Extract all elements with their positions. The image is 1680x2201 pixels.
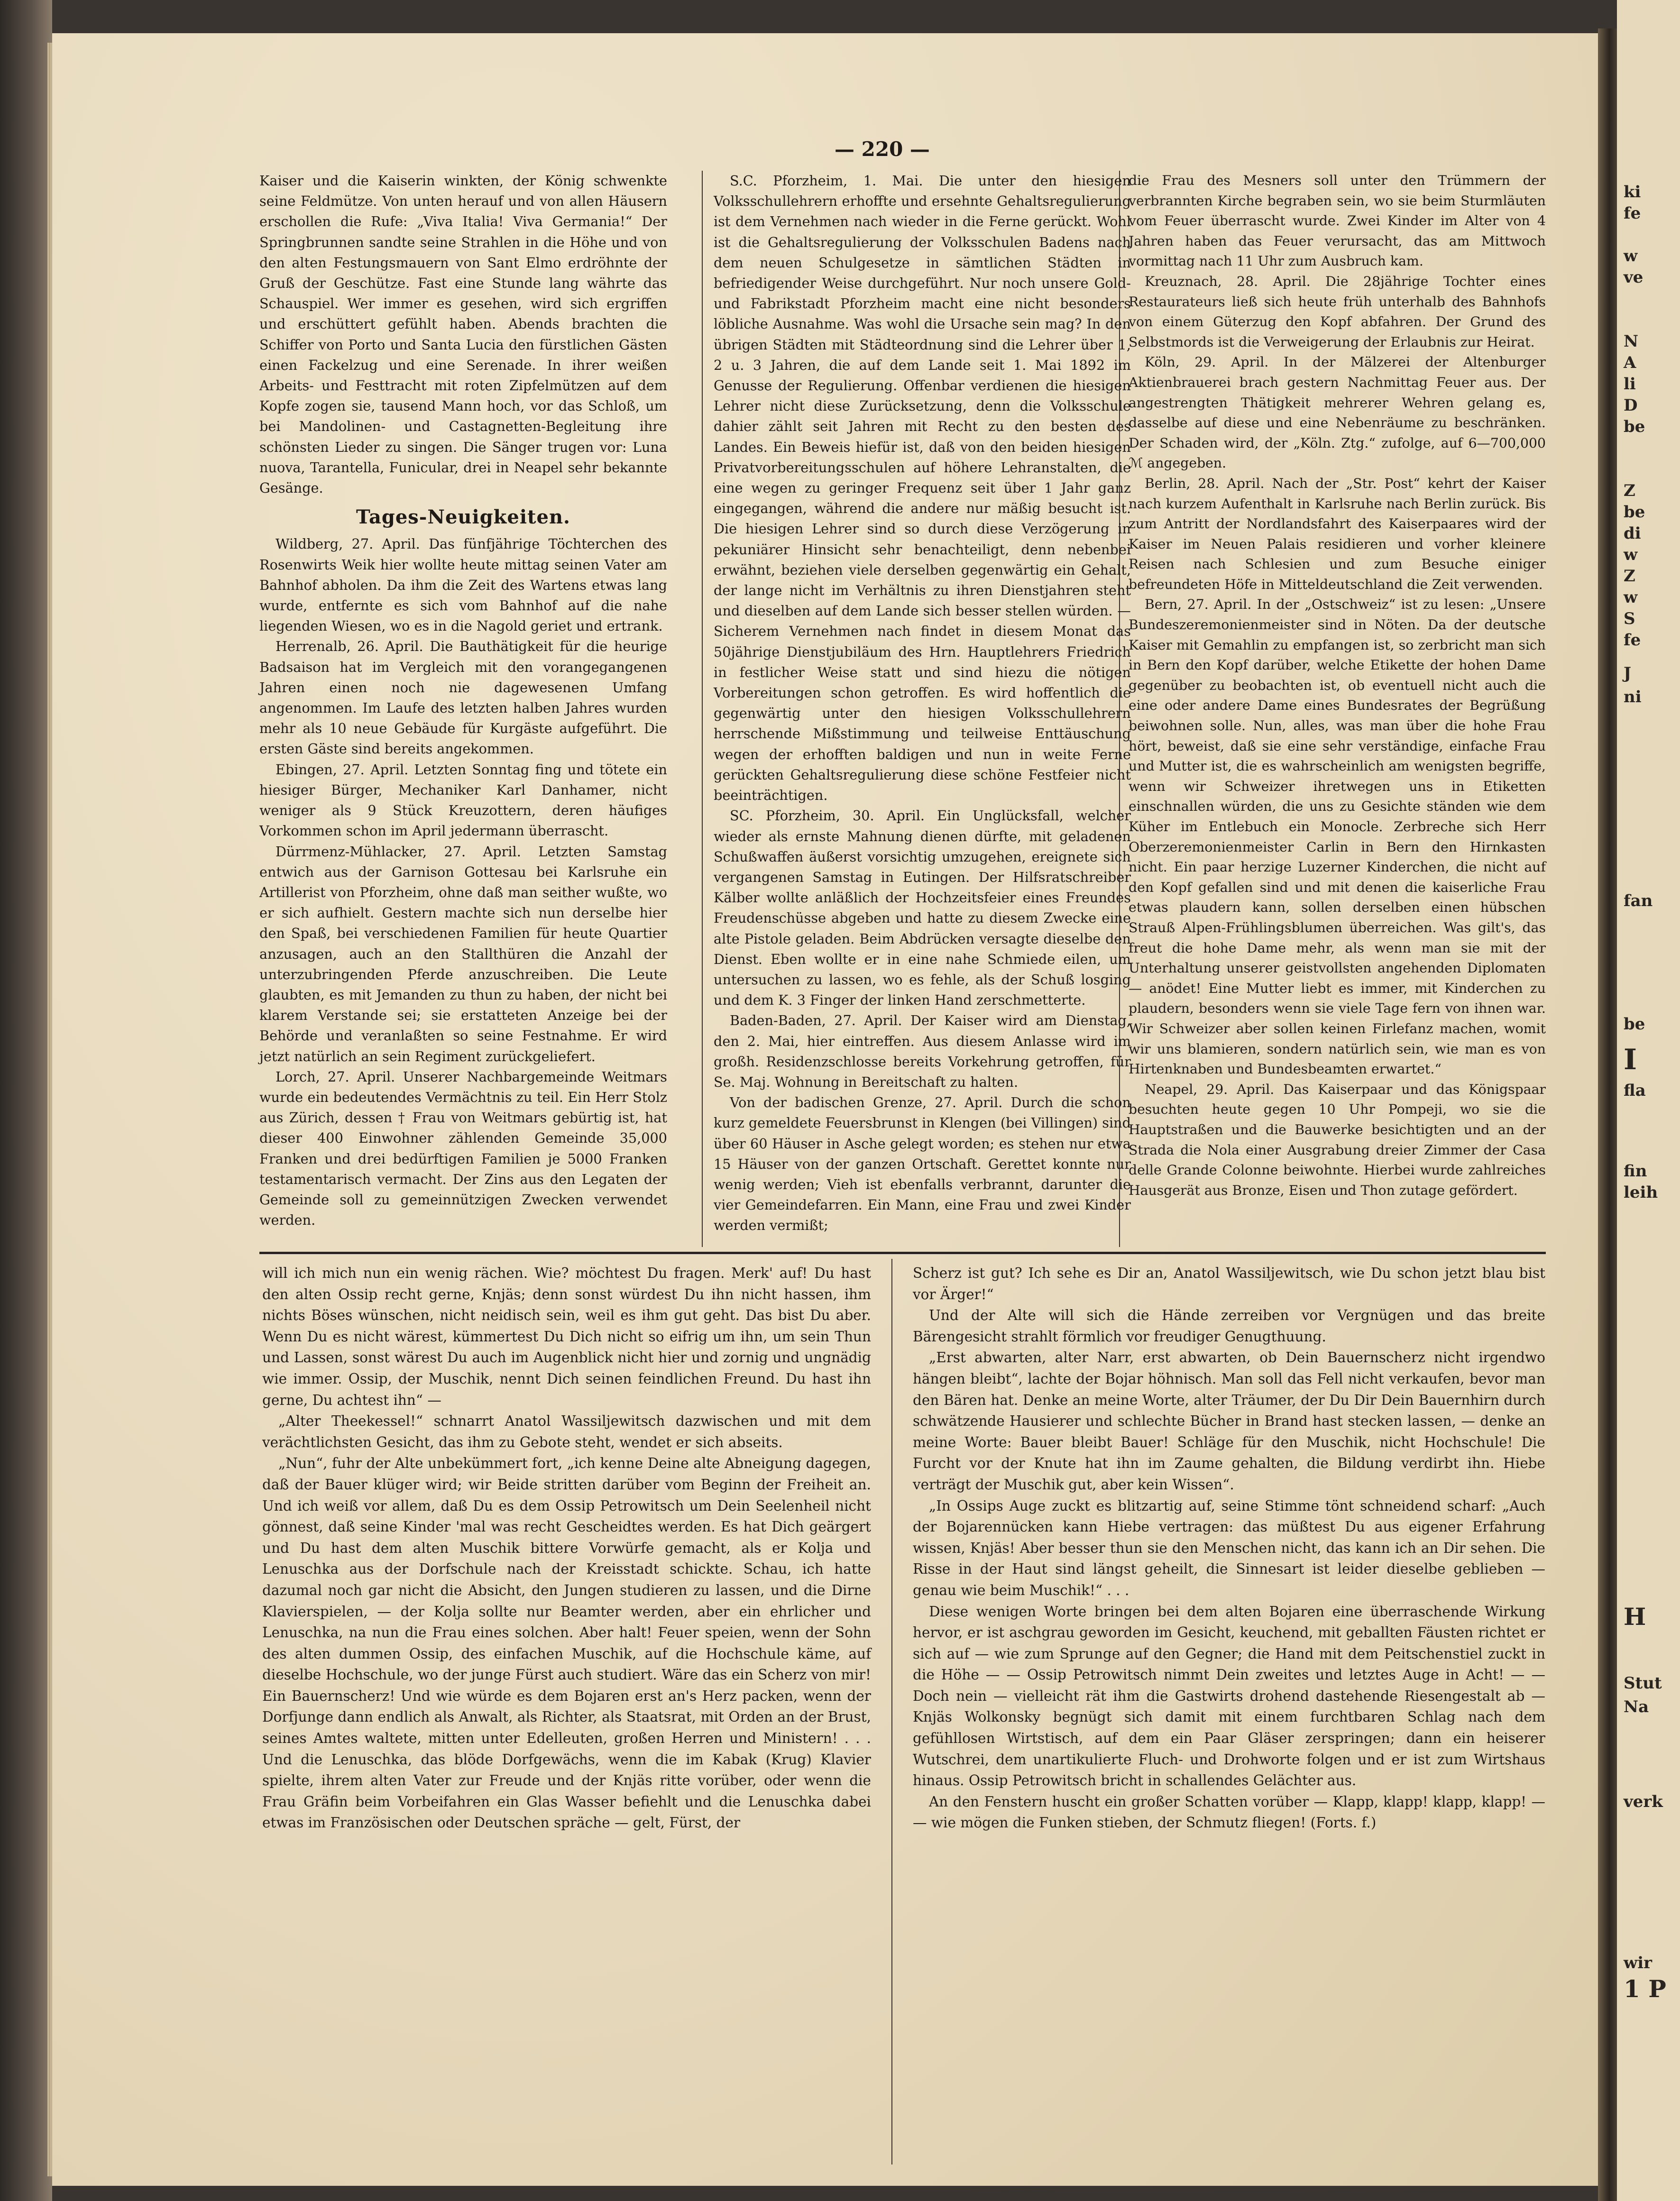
- fragment: di: [1624, 524, 1641, 543]
- fragment: A: [1624, 353, 1636, 372]
- news-item: die Frau des Mesners soll unter den Trümmern der verbrannten Kirche begraben sein, wo sie beim Sturmläuten vom Feuer überrascht wurde. Zwei Kinder im Alter von 4 Jahren haben das Feuer verursacht, das am Mittwoch vormittag nach 11 Uhr zum Ausbruch kam.: [1129, 173, 1546, 269]
- feuilleton-paragraph: Scherz ist gut? Ich sehe es Dir an, Anatol Wassiljewitsch, wie Du schon jetzt blau bist vor Ärger!“: [913, 1265, 1545, 1302]
- fragment: fe: [1624, 204, 1641, 223]
- feuilleton-right: [913, 1263, 1545, 1834]
- article-text: Kaiser und die Kaiserin winkten, der König schwenkte seine Feldmütze. Von unten herauf und von allen Häusern erschollen die Rufe: „Viva Italia! Viva Germania!“ Der Springbrunnen sandte seine Strahlen in die Höhe und von den alten Festungsmauern von Sant Elmo erdröhnte der Gruß der Geschütze. Fast eine Stunde lang währte das Schauspiel. Wer immer es gesehen, wird sich ergriffen und erschüttert gefühlt haben. Abends brachten die Schiffer von Porto und Santa Lucia den fürstlichen Gästen einen Fackelzug und eine Serenade. In ihrer weißen Arbeits- und Festtracht mit roten Zipfelmützen auf dem Kopfe zogen sie, tausend Mann hoch, vor das Schloß, um bei Mandolinen- und Castagnetten-Begleitung ihre schönsten Lieder zu singen. Die Sänger trugen vor: Luna nuova, Tarantella, Funicular, drei in Neapel sehr bekannte Gesänge.: [259, 173, 667, 496]
- feuilleton-paragraph: „Alter Theekessel!“ schnarrt Anatol Wassiljewitsch dazwischen und mit dem verächtlichsten Gesicht, das ihm zu Gebote steht, wendet er sich abseits.: [262, 1413, 871, 1450]
- news-item: Ebingen, 27. April. Letzten Sonntag fing und tötete ein hiesiger Bürger, Mechaniker Karl Danhamer, nicht weniger als 9 Stück Kreuzottern, deren häufiges Vorkommen schon im April jedermann überrascht.: [259, 761, 667, 839]
- fragment: fe: [1624, 631, 1641, 650]
- fragment: I: [1624, 1043, 1637, 1076]
- feuilleton-paragraph: „In Ossips Auge zuckt es blitzartig auf, seine Stimme tönt schneidend scharf: „Auch der Bojarennücken kann Hiebe vertragen: das müßtest Du aus eigener Erfahrung wissen, Knjäs! Aber besser thun sie den Menschen nicht, das kann ich an Dir sehen. Die Risse in der Haut sind längst geheilt, die Sinnesart ist leider dieselbe geblieben — genau wie beim Muschik!“ . . .: [913, 1497, 1545, 1598]
- news-item: Kreuznach, 28. April. Die 28jährige Tochter eines Restaurateurs ließ sich heute früh unterhalb des Bahnhofs von einem Güterzug den Kopf abfahren. Der Grund des Selbstmords ist die Verweigerung der Erlaubnis zur Heirat.: [1129, 273, 1546, 350]
- fragment: fla: [1624, 1081, 1646, 1100]
- fragment: D: [1624, 396, 1638, 415]
- feuilleton-paragraph: will ich mich nun ein wenig rächen. Wie? möchtest Du fragen. Merk' auf! Du hast den alten Ossip recht gerne, Knjäs; denn sonst würdest Du ihn nicht hassen, ihm nichts Böses wünschen, nicht neidisch sein, weil es ihm gut geht. Das bist Du aber. Wenn Du es nicht wärest, kümmertest Du Dich nicht so eifrig um ihn, um sein Thun und Lassen, sonst wärest Du auch im Augenblick nicht hier und zornig und ungnädig wie immer. Ossip, der Muschik, nennt Dich seinen feindlichen Freund. Du hast ihn gerne, Du achtest ihn“ —: [262, 1265, 871, 1408]
- feuilleton-column-rule: [891, 1259, 892, 2164]
- news-item: Lorch, 27. April. Unserer Nachbargemeinde Weitmars wurde ein bedeutendes Vermächtnis zu teil. Ein Herr Stolz aus Zürich, dessen † Frau von Weitmars gebürtig ist, hat dieser 400 Einwohner zählenden Gemeinde 35,000 Franken und drei bedürftigen Familien je 5000 Franken testamentarisch vermacht. Der Zins aus den Legaten der Gemeinde soll zu gemeinnützigen Zwecken verwendet werden.: [259, 1068, 667, 1229]
- fragment: wir: [1624, 1953, 1652, 1972]
- fragment: be: [1624, 503, 1645, 522]
- news-item: Neapel, 29. April. Das Kaiserpaar und das Königspaar besuchten heute gegen 10 Uhr Pompeji, wo sie die Hauptstraßen und die Bauwerke besichtigten und an der Strada die Nola einer Ausgrabung dreier Zimmer der Casa delle Grande Colonne beiwohnte. Hierbei wurde zahlreiches Hausgerät aus Bronze, Eisen und Thon zutage gefördert.: [1129, 1081, 1546, 1198]
- feuilleton-paragraph: Diese wenigen Worte bringen bei dem alten Bojaren eine überraschende Wirkung hervor, er ist aschgrau geworden im Gesicht, keuchend, mit geballten Fäusten richtet er sich auf — wie zum Sprunge auf den Gegner; die Hand mit dem Peitschenstiel zuckt in die Höhe — — Ossip Petrowitsch nimmt Dein zweites und letztes Auge in Acht! — — Doch nein — vielleicht rät ihm die Gastwirts drohend dastehende Riesengestalt ab — Knjäs Wolkonsky begnügt sich damit mit einem furchtbaren Schlag nach dem gefühllosen Wirtstisch, auf dem ein Paar Gläser zerspringen; dann ein heiserer Wutschrei, dem unartikulierte Fluch- und Drohworte folgen und er ist zum Wirtshaus hinaus. Ossip Petrowitsch bricht in schallendes Gelächter aus.: [913, 1603, 1545, 1789]
- column-2: [714, 171, 1131, 1236]
- fragment: w: [1624, 588, 1638, 607]
- news-item: Von der badischen Grenze, 27. April. Durch die schon kurz gemeldete Feuersbrunst in Klengen (bei Villingen) sind über 60 Häuser in Asche gelegt worden; es stehen nur etwa 15 Häuser von der ganzen Ortschaft. Gerettet konnte nur wenig werden; Vieh ist ebenfalls verbrannt, darunter die vier Gemeindefarren. Ein Mann, eine Frau und zwei Kinder werden vermißt;: [714, 1094, 1131, 1234]
- fragment: ki: [1624, 183, 1641, 202]
- fragment: verk: [1624, 1792, 1663, 1811]
- page-number: — 220 —: [835, 138, 930, 161]
- fragment: ve: [1624, 268, 1643, 287]
- news-item: Bern, 27. April. In der „Ostschweiz“ ist zu lesen: „Unsere Bundeszeremonienmeister sind in Nöten. Da der deutsche Kaiser mit Gemahlin zu empfangen ist, so zerbricht man sich in Bern den Kopf darüber, welche Etikette der hohen Dame gegenüber zu beobachten ist, ob eventuell nicht auch die eine oder andere Dame eines Bundesrates der Begrüßung beiwohnen solle. Nun, alles, was man über die hohe Frau hört, beweist, daß sie eine sehr verständige, einfache Frau und Mutter ist, die es wahrscheinlich am wenigsten begriffe, wenn wir Schweizer ihretwegen uns in Etiketten einschnallen würden, die uns zu Gesichte ständen wie dem Küher im Entlebuch ein Monocle. Zerbreche sich Herr Oberzeremonienmeister Carlin in Bern den Hirnkasten nicht. Ein paar herzige Luzerner Kinderchen, die nicht auf den Kopf gefallen sind und mit denen die kaiserliche Frau etwas plaudern kann, sollen derselben einen hübschen Strauß Alpen-Frühlingsblumen überreichen. Was gilt's, das freut die hohe Dame mehr, als wenn man sie mit der Unterhaltung unserer geistvollsten angehenden Diplomaten — anödet! Eine Mutter liebt es immer, mit Kinderchen zu plaudern, besonders wenn sie viele Tage fern von ihnen war. Wir Schweizer aber sollen keinen Firlefanz machen, womit wir uns blamieren, sondern natürlich sein, wie man es von Hirtenknaben und Bundesbeamten erwartet.“: [1129, 596, 1546, 1077]
- fragment: Z: [1624, 481, 1635, 500]
- column-3: [1129, 171, 1546, 1201]
- feuilleton-paragraph: Und der Alte will sich die Hände zerreiben vor Vergnügen und das breite Bärengesicht strahlt förmlich vor freudiger Genugthuung.: [913, 1307, 1545, 1345]
- news-item: Berlin, 28. April. Nach der „Str. Post“ kehrt der Kaiser nach kurzem Aufenthalt in Karlsruhe nach Berlin zurück. Bis zum Antritt der Nordlandsfahrt des Kaiserpaares wird der Kaiser im Neuen Palais residieren und vorher kleinere Reisen nach Schlesien und zum Besuche einiger befreundeten Höfe in Mitteldeutschland die Zeit verwenden.: [1129, 475, 1546, 592]
- feuilleton-paragraph: „Erst abwarten, alter Narr, erst abwarten, ob Dein Bauernscherz nicht irgendwo hängen bleibt“, lachte der Bojar höhnisch. Man soll das Fell nicht verkaufen, bevor man den Bären hat. Denke an meine Worte, alter Träumer, der Du Dir Dein Bauernhirn durch schwätzende Hausierer und schlechte Bücher in Brand hast stecken lassen, — denke an meine Worte: Bauer bleibt Bauer! Schläge für den Muschik, nicht Hochschule! Die Furcht vor der Knute hat ihn im Zaume gehalten, die Bildung verdirbt ihn. Hiebe verträgt der Muschik gut, aber kein Wissen“.: [913, 1349, 1545, 1493]
- book-edge-left: [0, 0, 52, 2201]
- feuilleton-left: [262, 1263, 871, 1834]
- fragment: 1 P: [1624, 1975, 1666, 2003]
- column-rule: [702, 171, 703, 1247]
- facing-page-fragment: [1617, 0, 1680, 2201]
- feuilleton-rule: [259, 1252, 1546, 1254]
- fragment: w: [1624, 247, 1638, 266]
- fragment: ni: [1624, 688, 1642, 706]
- fragment: fan: [1624, 891, 1653, 910]
- news-item: Dürrmenz-Mühlacker, 27. April. Letzten Samstag entwich aus der Garnison Gottesau bei Karlsruhe ein Artillerist von Pforzheim, ohne daß man seither wußte, wo er sich aufhielt. Gestern machte sich nun derselbe hier den Spaß, bei verschiedenen Familien für heute Quartier anzusagen, auch an den Stallthüren die Anzahl der unterzubringenden Pferde anzuschreiben. Die Leute glaubten, es mit Jemanden zu thun zu haben, der nicht bei klarem Verstande sei; sie erstatteten Anzeige bei der Behörde und veranlaßten so seine Festnahme. Er wird jetzt natürlich an sein Regiment zurückgeliefert.: [259, 843, 667, 1064]
- fragment: S: [1624, 609, 1635, 628]
- fragment: N: [1624, 332, 1639, 351]
- fragment: fin: [1624, 1162, 1647, 1181]
- fragment: leih: [1624, 1183, 1658, 1202]
- news-item: Köln, 29. April. In der Mälzerei der Altenburger Aktienbrauerei brach gestern Nachmittag Feuer aus. Der angestrengten Thätigkeit mehrerer Wehren gelang es, dasselbe auf diese und eine Nebenräume zu beschränken. Der Schaden wird, der „Köln. Ztg.“ zufolge, auf 6—700,000 ℳ angegeben.: [1129, 354, 1546, 471]
- feuilleton-paragraph: „Nun“, fuhr der Alte unbekümmert fort, „ich kenne Deine alte Abneigung dagegen, daß der Bauer klüger wird; wir Beide stritten darüber vom Beginn der Freiheit an. Und ich weiß vor allem, daß Du es dem Ossip Petrowitsch um Dein Seelenheil nicht gönnest, daß seine Kinder 'mal was recht Gescheidtes werden. Es hat Dich geärgert und Du hast dem alten Muschik bittere Vorwürfe gemacht, als er Kolja und Lenuschka aus der Dorfschule nach der Kreisstadt schickte. Schau, ich hatte dazumal noch gar nicht die Absicht, den Jungen studieren zu lassen, und die Dirne Klavierspielen, — der Kolja sollte nur Beamter werden, aber ein ehrlicher und Lenuschka, na nun die Frau eines solchen. Aber halt! Feuer speien, wenn der Sohn des alten dummen Ossip, des einfachen Muschik, auf die Hochschule käme, auf dieselbe Hochschule, wo der junge Fürst auch studiert. Wäre das ein Scherz von mir! Ein Bauernscherz! Und wie würde es dem Bojaren erst an's Herz packen, wenn der Dorfjunge dann endlich als Anwalt, als Richter, als Staatsrat, mit Orden an der Brust, seines Amtes waltete, mitten unter Edelleuten, großen Herren und Ministern! . . . Und die Lenuschka, das blöde Dorfgewächs, wenn die im Kabak (Krug) Klavier spielte, ihrem alten Vater zur Freude und der Knjäs ritte vorüber, oder wenn die Frau Gräfin beim Vorbeifahren ein Glas Wasser befiehlt und die Lenuschka dabei etwas im Französischen oder Deutschen spräche — gelt, Fürst, der: [262, 1455, 871, 1831]
- news-item: SC. Pforzheim, 30. April. Ein Unglücksfall, welcher wieder als ernste Mahnung dienen dürfte, mit geladenen Schußwaffen äußerst vorsichtig umzugehen, ereignete sich vergangenen Samstag in Eutingen. Der Hilfsratschreiber Kälber wollte anläßlich der Hochzeitsfeier eines Freundes Freudenschüsse abgeben und hatte zu diesem Zwecke eine alte Pistole geladen. Beim Abdrücken versagte dieselbe den Dienst. Eben wollte er in eine nahe Schmiede eilen, um untersuchen zu lassen, wo es fehle, als der Schuß losging und dem K. 3 Finger der linken Hand zerschmetterte.: [714, 807, 1131, 1009]
- fragment: J: [1624, 664, 1632, 683]
- news-item: Wildberg, 27. April. Das fünfjährige Töchterchen des Rosenwirts Weik hier wollte heute mittag seinen Vater am Bahnhof abholen. Da ihm die Zeit des Wartens etwas lang wurde, entfernte es sich vom Bahnhof auf die nahe liegenden Wiesen, wo es in die Nagold geriet und ertrank.: [259, 536, 667, 634]
- fragment: Stut: [1624, 1674, 1662, 1693]
- fragment: be: [1624, 417, 1645, 436]
- feuilleton-paragraph: An den Fenstern huscht ein großer Schatten vorüber — Klapp, klapp! klapp, klapp! — — wie mögen die Funken stieben, der Schmutz fliegen! (Forts. f.): [913, 1793, 1545, 1831]
- fragment: Na: [1624, 1697, 1649, 1716]
- fragment: H: [1624, 1603, 1646, 1631]
- book-gutter: [1598, 28, 1617, 2201]
- news-item: S.C. Pforzheim, 1. Mai. Die unter den hiesigen Volksschullehrern erhoffte und ersehnte Gehaltsregulierung ist dem Vernehmen nach wieder in die Ferne gerückt. Wohl ist die Gehaltsregulierung der Volksschulen Badens nach dem neuen Schulgesetze in sämtlichen Städten in befriedigender Weise durchgeführt. Nur noch unsere Gold- und Fabrikstadt Pforzheim macht eine nicht besonders löbliche Ausnahme. Was wohl die Ursache sein mag? In den übrigen Städten mit Städteordnung sind die Lehrer über 1, 2 u. 3 Jahren, die auf dem Lande seit 1. Mai 1892 im Genusse der Regulierung. Offenbar verdienen die hiesigen Lehrer nicht diese Zurücksetzung, denn die Volksschule dahier zählt seit Jahren mit Recht zu den besten des Landes. Ein Beweis hiefür ist, daß von den beiden hiesigen Privatvorbereitungsschulen auf höhere Lehranstalten, die eine wegen zu geringer Frequenz seit über 1 Jahr ganz eingegangen, während die andere nur mäßig besucht ist. Die hiesigen Lehrer sind so durch diese Verzögerung in pekuniärer Hinsicht sehr benachteiligt, denn nebenbei erwähnt, beziehen viele derselben gegenwärtig ein Gehalt, der lange nicht im Verhältnis zu ihren Dienstjahren steht und dieselben auf dem Lande sich besser stellen würden. — Sicherem Vernehmen nach findet in diesem Monat das 50jährige Dienstjubiläum des Hrn. Hauptlehrers Friedrich in festlicher Weise statt und sind hiezu die nötigen Vorbereitungen schon getroffen. Es wird hoffentlich die gegenwärtig unter den hiesigen Volksschullehrern herrschende Mißstimmung und teilweise Enttäuschung wegen der erhofften baldigen und nun in weite Ferne gerückten Gehaltsregulierung diese schöne Festfeier nicht beeinträchtigen.: [714, 173, 1131, 804]
- fragment: Z: [1624, 567, 1635, 586]
- section-heading: Tages-Neuigkeiten.: [356, 506, 570, 529]
- fragment: w: [1624, 545, 1638, 564]
- news-item: Herrenalb, 26. April. Die Bauthätigkeit für die heurige Badsaison hat im Vergleich mit den vorangegangenen Jahren einen noch nie dagewesenen Umfang angenommen. Im Laufe des letzten halben Jahres wurden mehr als 10 neue Gebäude für Kurgäste aufgeführt. Die ersten Gäste sind bereits angekommen.: [259, 638, 667, 757]
- column-1: [259, 171, 667, 1230]
- fragment: be: [1624, 1015, 1645, 1034]
- news-item: Baden-Baden, 27. April. Der Kaiser wird am Dienstag, den 2. Mai, hier eintreffen. Aus diesem Anlasse wird im großh. Residenzschlosse bereits Vorkehrung getroffen, für Se. Maj. Wohnung in Bereitschaft zu halten.: [714, 1012, 1131, 1090]
- fragment: li: [1624, 375, 1636, 394]
